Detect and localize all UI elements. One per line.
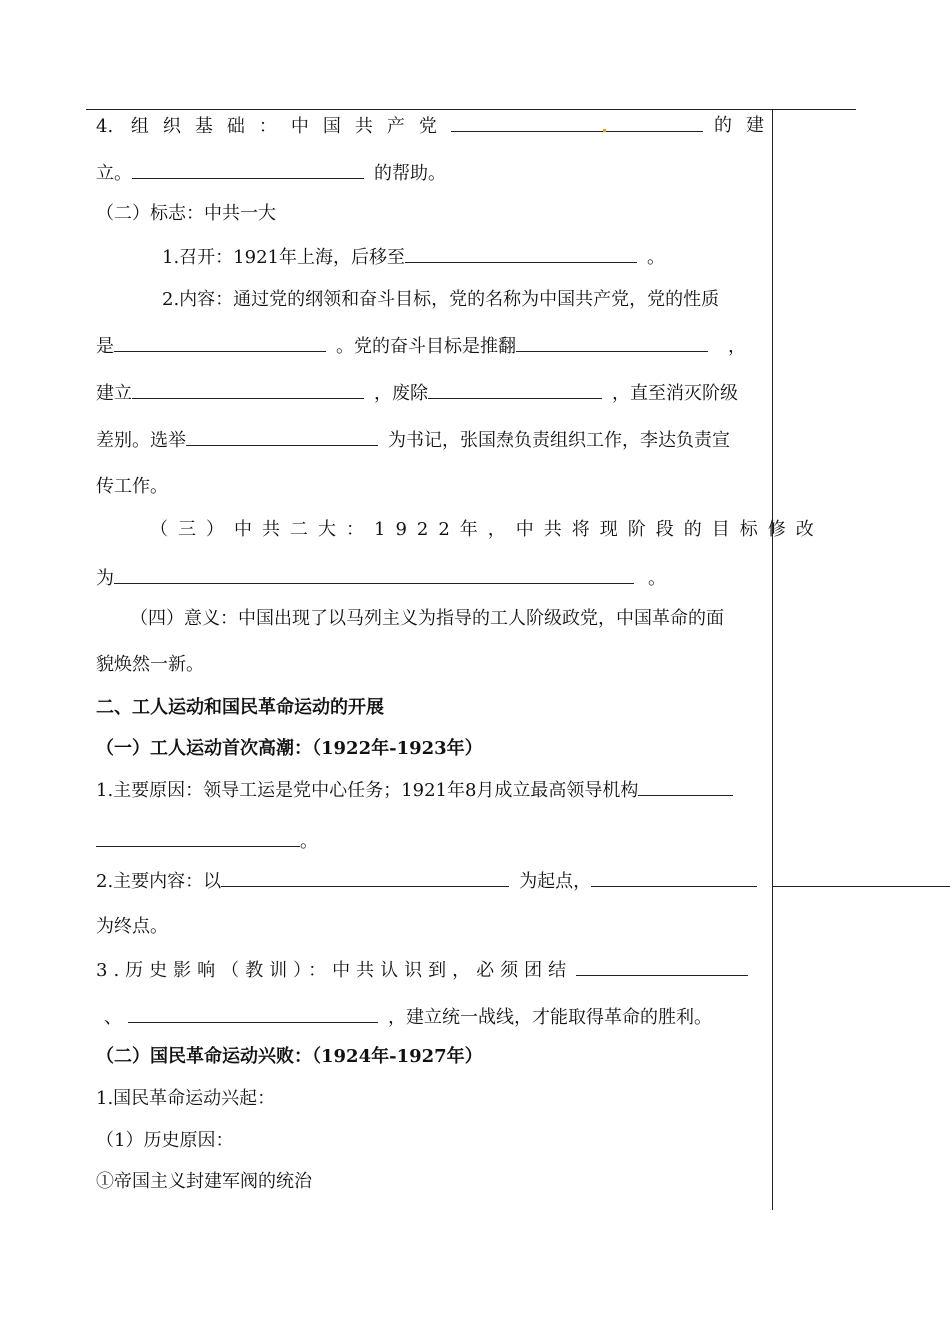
table-right-border — [772, 109, 773, 1210]
second-congress-l2a: 为 — [96, 568, 114, 589]
second-congress-l2b: 。 — [648, 568, 666, 589]
blank-nature[interactable] — [114, 331, 326, 352]
blank-leading-body-a[interactable] — [638, 775, 733, 796]
second-congress-line2 — [96, 563, 764, 593]
blank-start-point[interactable] — [221, 866, 509, 887]
content-l5: 传工作。 — [96, 476, 168, 497]
item4-tail: 的建 — [714, 115, 778, 136]
content-l3b: ，废除 — [374, 383, 428, 404]
content-line4 — [96, 425, 764, 455]
section2-sub2 — [96, 1042, 764, 1072]
blank-establish[interactable] — [132, 378, 364, 399]
content2-l2: 为终点。 — [96, 916, 168, 937]
table-top-border — [86, 109, 856, 110]
content-l2a: 是 — [96, 336, 114, 357]
flag-heading — [96, 199, 764, 229]
reason-end: 。 — [300, 831, 318, 852]
blank-goal[interactable] — [114, 563, 634, 584]
content-line1 — [162, 285, 830, 315]
rise-line — [96, 1084, 764, 1114]
content-l2c: ， — [728, 336, 746, 357]
content-line3 — [96, 378, 764, 408]
content-line2 — [96, 331, 764, 361]
blank-leading-body-b[interactable] — [96, 826, 300, 847]
content2-line1 — [96, 866, 950, 896]
blank-moved-to[interactable] — [405, 242, 637, 263]
content2-line2 — [96, 912, 764, 942]
blank-secretary[interactable] — [186, 425, 378, 446]
content-l4b: 为书记，张国焘负责组织工作，李达负责宣 — [388, 430, 730, 451]
section2-sub1-text: （一）工人运动首次高潮：（1922年-1923年） — [96, 738, 483, 759]
section2-heading — [96, 693, 764, 723]
blank-end-point[interactable] — [591, 866, 757, 887]
section2-title: 二、工人运动和国民革命运动的开展 — [96, 697, 384, 718]
content-l3c: ，直至消灭阶级 — [612, 383, 738, 404]
item4-line2 — [96, 158, 764, 188]
influence-l2a: 、 — [104, 1007, 122, 1028]
blank-unite-b[interactable] — [128, 1002, 378, 1023]
meaning-text1: （四）意义：中国出现了以马列主义为指导的工人阶级政党，中国革命的面 — [130, 608, 724, 629]
section2-sub1 — [96, 734, 764, 764]
item4-line1 — [96, 111, 778, 141]
item4-line2-start: 立。 — [96, 163, 132, 184]
influence-l2b: ，建立统一战线，才能取得革命的胜利。 — [388, 1007, 712, 1028]
blank-foundation[interactable] — [451, 111, 703, 132]
flag-title: （二）标志：中共一大 — [96, 203, 276, 224]
content-l3a: 建立 — [96, 383, 132, 404]
influence-line1 — [96, 955, 764, 985]
item4-label: 组织基础：中国共产党 — [130, 116, 451, 137]
item1-line — [96, 1167, 764, 1197]
blank-abolish[interactable] — [428, 378, 602, 399]
reason-line1 — [96, 775, 776, 805]
item4-number: 4. — [96, 116, 114, 137]
hist-reason-line — [96, 1126, 764, 1156]
content-line5 — [96, 472, 764, 502]
section2-sub2-text: （二）国民革命运动兴败：（1924年-1927年） — [96, 1046, 483, 1067]
blank-overthrow[interactable] — [516, 331, 708, 352]
blank-help[interactable] — [132, 158, 364, 179]
blank-unite-a[interactable] — [576, 955, 748, 976]
reason-line2 — [96, 826, 764, 856]
second-congress-line1 — [150, 515, 824, 545]
convene-text: 1.召开：1921年上海，后移至 — [162, 247, 405, 268]
orange-dot — [603, 129, 606, 132]
meaning-text2: 貌焕然一新。 — [96, 654, 204, 675]
rise-text: 1.国民革命运动兴起： — [96, 1088, 276, 1109]
convene-end: 。 — [646, 247, 665, 268]
meaning-line2 — [96, 650, 764, 680]
item1-text: ①帝国主义封建军阀的统治 — [96, 1171, 312, 1192]
influence-line2 — [96, 1002, 764, 1032]
meaning-line1 — [130, 604, 764, 634]
influence-text: 3.历史影响（教训）：中共认识到，必须团结 — [96, 960, 573, 981]
reason-text: 1.主要原因：领导工运是党中心任务；1921年8月成立最高领导机构 — [96, 780, 639, 801]
content2-b: 为起点， — [519, 871, 592, 892]
second-congress-text: （三）中共二大：1922年，中共将现阶段的目标修改 — [150, 519, 824, 540]
content-l4a: 差别。选举 — [96, 430, 186, 451]
content-l2b: 。党的奋斗目标是推翻 — [336, 336, 516, 357]
convene-line — [162, 242, 830, 272]
item4-line2-end: 的帮助。 — [374, 163, 446, 184]
content2-a: 2.主要内容：以 — [96, 871, 222, 892]
hist-reason-text: （1）历史原因： — [96, 1130, 234, 1151]
content-text1: 2.内容：通过党的纲领和奋斗目标，党的名称为中国共产党，党的性质 — [162, 289, 720, 310]
